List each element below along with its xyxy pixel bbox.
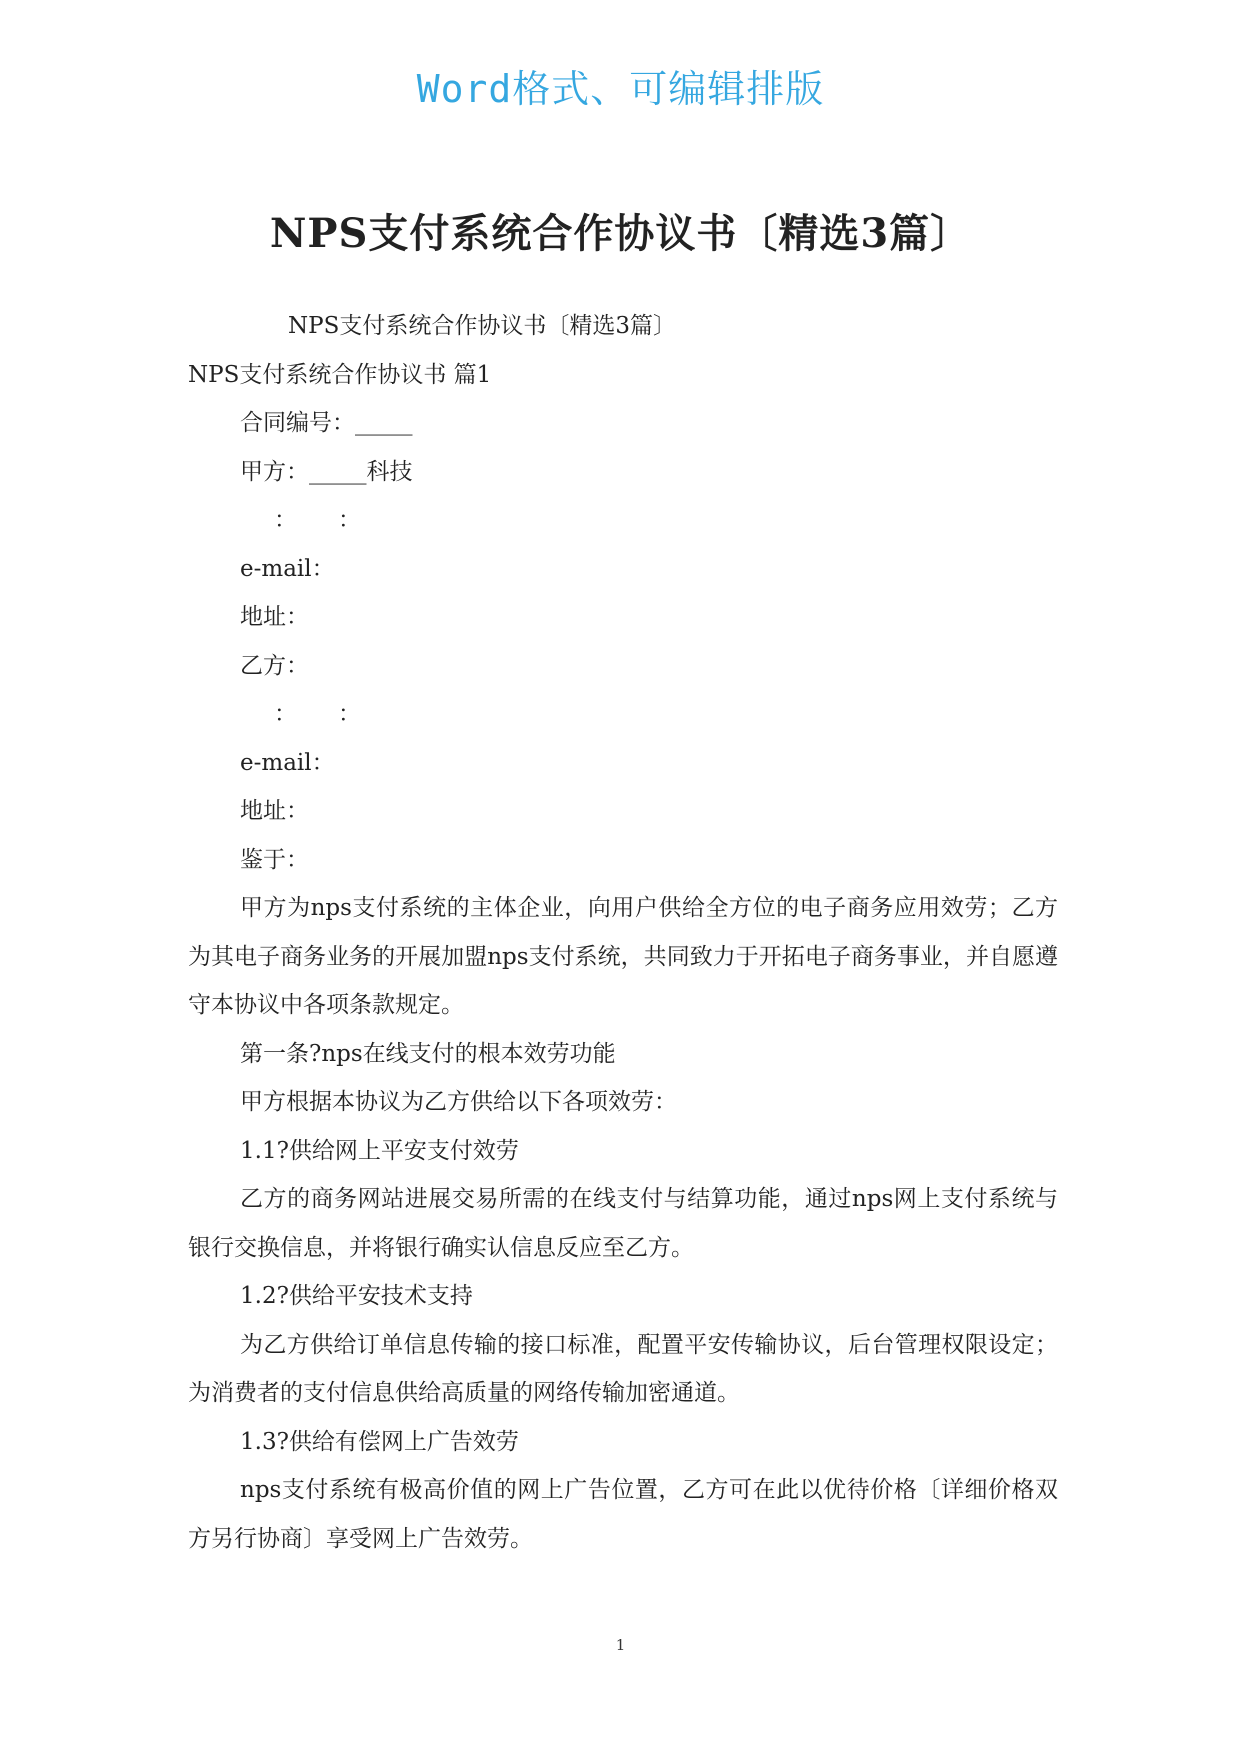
party-b-address: 地址： bbox=[240, 798, 309, 824]
party-a-address: 地址： bbox=[240, 604, 309, 630]
colon-mark: ： bbox=[274, 507, 297, 533]
colon-mark: ： bbox=[338, 701, 361, 727]
party-b: 乙方： bbox=[240, 652, 309, 679]
colon-mark: ： bbox=[274, 701, 297, 727]
page-title: NPS支付系统合作协议书〔精选3篇〕 bbox=[269, 210, 972, 257]
whereas-label: 鉴于： bbox=[240, 846, 309, 873]
page-number: 1 bbox=[615, 1636, 626, 1654]
document-body bbox=[188, 302, 1058, 1563]
party-b-email: e-mail： bbox=[240, 749, 335, 776]
item-1-3-heading: 1.3?供给有偿网上广告效劳 bbox=[240, 1428, 519, 1455]
section-heading: NPS支付系统合作协议书 篇1 bbox=[188, 361, 492, 388]
colon-mark: ： bbox=[338, 507, 361, 533]
document-subtitle: NPS支付系统合作协议书〔精选3篇〕 bbox=[288, 313, 676, 339]
party-a-email: e-mail： bbox=[240, 555, 335, 582]
party-b-contact-line bbox=[188, 690, 1058, 739]
banner-text: Word格式、可编辑排版 bbox=[416, 67, 825, 111]
item-1-2-heading: 1.2?供给平安技术支持 bbox=[240, 1283, 473, 1309]
article-1-intro: 甲方根据本协议为乙方供给以下各项效劳： bbox=[240, 1089, 677, 1115]
whereas-paragraph: 甲方为nps支付系统的主体企业，向用户供给全方位的电子商务应用效劳；乙方为其电子商务业务的开展加盟nps支付系统，共同致力于开拓电子商务事业，并自愿遵守本协议中各项条款规定。 bbox=[188, 895, 1058, 1018]
item-1-2-paragraph: 为乙方供给订单信息传输的接口标准，配置平安传输协议，后台管理权限设定；为消费者的支付信息供给高质量的网络传输加密通道。 bbox=[188, 1331, 1058, 1406]
item-1-1-paragraph: 乙方的商务网站进展交易所需的在线支付与结算功能，通过nps网上支付系统与银行交换信息，并将银行确实认信息反应至乙方。 bbox=[188, 1186, 1058, 1261]
item-1-3-paragraph: nps支付系统有极高价值的网上广告位置，乙方可在此以优待价格〔详细价格双方另行协商〕享受网上广告效劳。 bbox=[188, 1477, 1058, 1552]
contract-number: 合同编号：_____ bbox=[240, 410, 413, 436]
item-1-1-heading: 1.1?供给网上平安支付效劳 bbox=[240, 1137, 519, 1164]
party-a: 甲方：_____科技 bbox=[240, 458, 413, 485]
article-1-heading: 第一条?nps在线支付的根本效劳功能 bbox=[240, 1040, 616, 1067]
party-a-contact-line bbox=[188, 496, 1058, 545]
